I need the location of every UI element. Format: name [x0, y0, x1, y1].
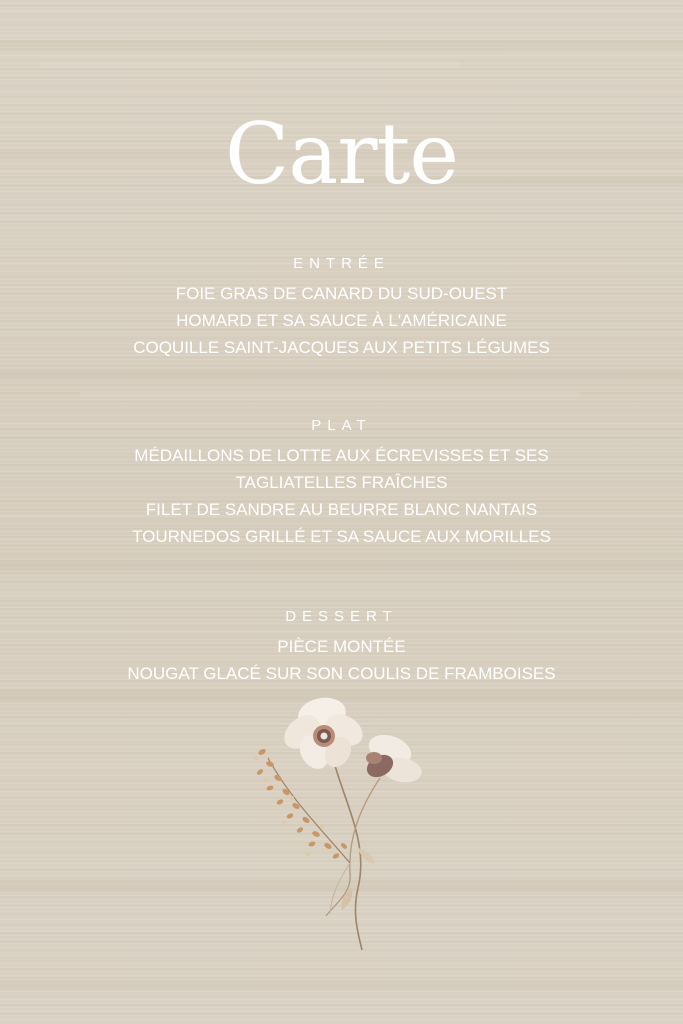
section-heading-dessert: DESSERT — [285, 608, 398, 625]
menu-item: MÉDAILLONS DE LOTTE AUX ÉCREVISSES ET SES — [134, 446, 549, 465]
section-heading-entree: ENTRÉE — [293, 255, 390, 272]
menu-item: COQUILLE SAINT-JACQUES AUX PETITS LÉGUMES — [133, 338, 550, 357]
menu-title: Carte — [225, 105, 458, 203]
dried-flower-icon — [240, 688, 440, 958]
menu-item: FILET DE SANDRE AU BEURRE BLANC NANTAIS — [145, 500, 538, 519]
menu-item: TAGLIATELLES FRAÎCHES — [235, 473, 448, 492]
section-plat — [0, 414, 683, 550]
menu-item: PIÈCE MONTÉE — [277, 637, 406, 656]
menu-item: FOIE GRAS DE CANARD DU SUD-OUEST — [175, 284, 508, 303]
menu-item: TOURNEDOS GRILLÉ ET SA SAUCE AUX MORILLES — [132, 527, 551, 546]
menu-item: NOUGAT GLACÉ SUR SON COULIS DE FRAMBOISES — [127, 664, 556, 683]
menu-item: HOMARD ET SA SAUCE À L'AMÉRICAINE — [176, 311, 507, 330]
section-heading-plat: PLAT — [311, 417, 372, 434]
section-entree — [0, 252, 683, 361]
section-dessert — [0, 605, 683, 687]
